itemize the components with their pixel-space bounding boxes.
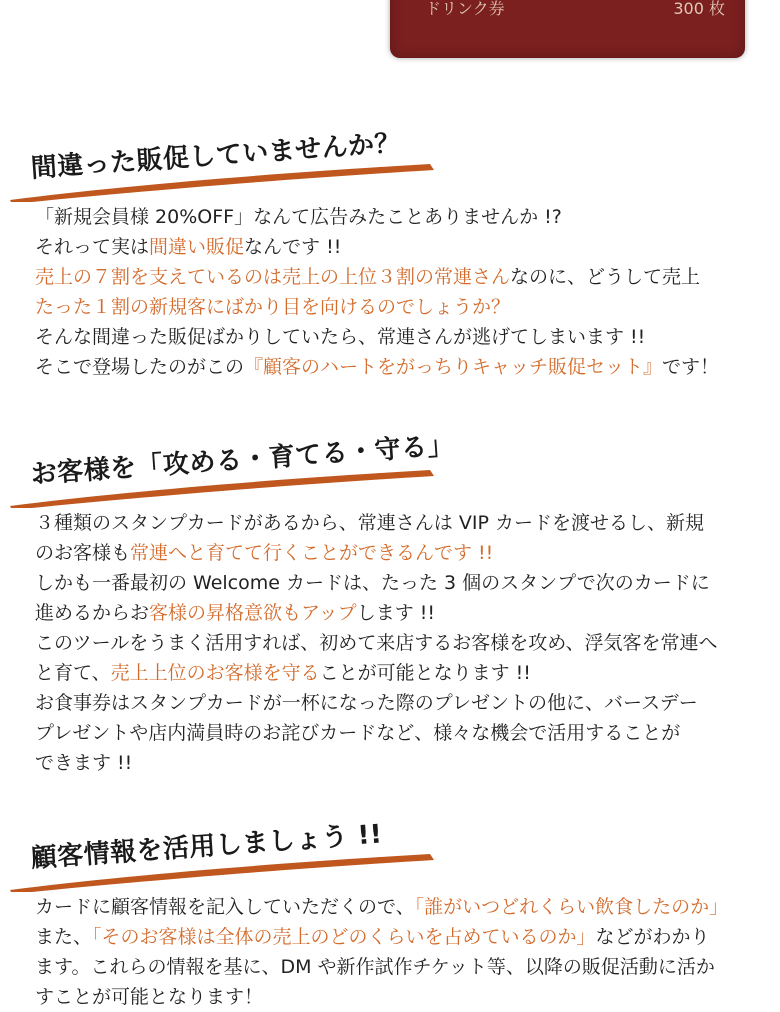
text-segment: カードに顧客情報を記入していただくので、 — [35, 896, 415, 918]
text-line — [35, 892, 760, 922]
text-segment: と育て、 — [35, 662, 111, 684]
text-segment: しかも一番最初の Welcome カードは、たった 3 個のスタンプで次のカードに — [35, 572, 710, 594]
section-title: 顧客情報を活用しましょう !! — [29, 819, 384, 875]
highlighted-text: 間違い販促 — [149, 236, 245, 258]
text-line — [35, 688, 760, 718]
section-heading — [0, 430, 780, 508]
section-attract-raise-protect — [0, 430, 780, 778]
text-line — [35, 598, 760, 628]
text-segment: できます !! — [35, 752, 133, 774]
text-segment: 進めるからお — [35, 602, 150, 624]
text-segment: このツールをうまく活用すれば、初めて来店するお客様を攻め、浮気客を常連へ — [35, 632, 718, 654]
highlighted-text: たった — [35, 296, 93, 318]
highlighted-text: 『顧客のハートをがっちりキャッチ販促セット』 — [244, 356, 663, 378]
text-line — [35, 292, 760, 322]
text-segment: 「新規会員様 20%OFF」なんて広告みたことありませんか !? — [35, 206, 562, 228]
ticket-count: 300 枚 — [673, 0, 725, 18]
text-segment: また、 — [35, 926, 93, 948]
text-segment: なんです !! — [244, 236, 342, 258]
section-title: 間違った販促していませんか？ — [29, 128, 403, 185]
text-line — [35, 352, 760, 382]
text-line — [35, 922, 760, 952]
highlighted-text: １割の新規客にばかり目を向けるのでしょうか？ — [92, 296, 511, 318]
text-line — [35, 202, 760, 232]
text-segment: すことが可能となります！ — [35, 986, 264, 1008]
text-segment: なのに、どうして売上 — [510, 266, 701, 288]
section-body — [35, 202, 760, 382]
text-line — [35, 718, 760, 748]
text-line — [35, 628, 760, 658]
text-line — [35, 508, 760, 538]
text-segment: お食事券はスタンプカードが一杯になった際のプレゼントの他に、バースデー — [35, 692, 698, 714]
text-segment: のお客様も — [35, 542, 131, 564]
highlighted-text: 「そのお客様は全体の売上のどのくらいを占めているのか」 — [92, 926, 596, 948]
text-segment: します !! — [356, 602, 435, 624]
text-segment: プレゼントや店内満員時のお詫びカードなど、様々な機会で活用することが — [35, 722, 681, 744]
text-segment: などがわかり — [595, 926, 710, 948]
text-line — [35, 232, 760, 262]
section-wrong-promotion — [0, 128, 780, 382]
text-segment: ことが可能となります !! — [319, 662, 531, 684]
section-heading — [0, 819, 780, 892]
highlighted-text: 売上上位のお客様を守る — [110, 662, 320, 684]
text-line — [35, 982, 760, 1012]
text-line — [35, 952, 760, 982]
text-line — [35, 748, 760, 778]
text-line — [35, 568, 760, 598]
highlighted-text: 常連へと育てて行くことができるんです !! — [130, 542, 494, 564]
ticket-label: ドリンク券 — [425, 0, 505, 18]
ticket-price-card — [390, 0, 745, 58]
highlighted-text: 売上の７割を支えているのは売上の上位３割の常連さん — [35, 266, 511, 288]
text-line — [35, 538, 760, 568]
text-line — [35, 262, 760, 292]
text-segment: ます。これらの情報を基に、DM や新作試作チケット等、以降の販促活動に活か — [35, 956, 715, 978]
text-segment: ３種類のスタンプカードがあるから、常連さんは VIP カードを渡せるし、新規 — [35, 512, 704, 534]
section-customer-info — [0, 819, 780, 1012]
highlighted-text: 「誰がいつどれくらい飲食したのか」 — [414, 896, 729, 918]
highlighted-text: 客様の昇格意欲もアップ — [149, 602, 357, 624]
section-title: お客様を「攻める・育てる・守る」 — [29, 430, 455, 491]
section-body — [35, 892, 760, 1012]
section-heading — [0, 128, 780, 202]
text-line — [35, 322, 760, 352]
text-segment: です！ — [662, 356, 720, 378]
text-segment: それって実は — [35, 236, 150, 258]
text-segment: そこで登場したのがこの — [35, 356, 245, 378]
section-body — [35, 508, 760, 778]
text-segment: そんな間違った販促ばかりしていたら、常連さんが逃げてしまいます !! — [35, 326, 646, 348]
text-line — [35, 658, 760, 688]
